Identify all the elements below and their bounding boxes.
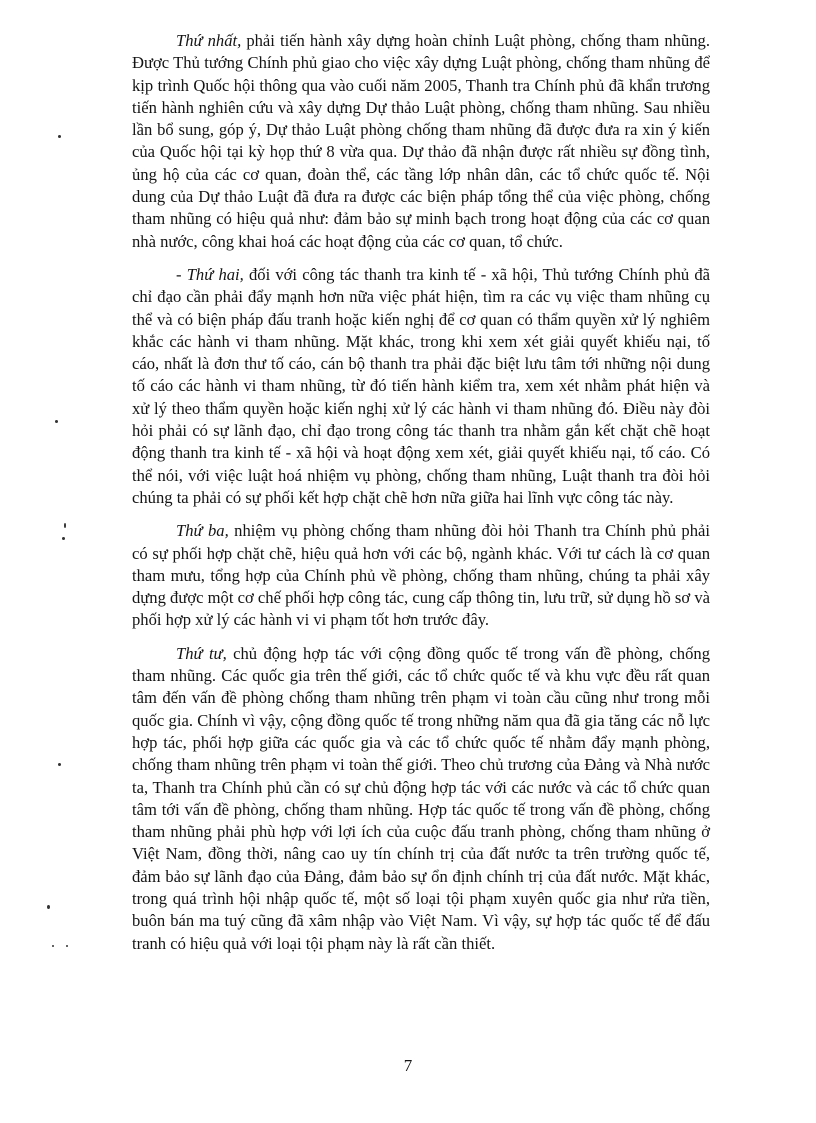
paragraph-thu-tu: [132, 643, 710, 955]
page-number: 7: [403, 1056, 413, 1075]
paragraph-lead: Thứ tư,: [176, 643, 227, 663]
scan-speck: [58, 135, 61, 138]
paragraph-text: phải tiến hành xây dựng hoàn chỉnh Luật phòng, chống tham nhũng. Được Thủ tướng Chính phủ giao cho việc xây dựng Luật phòng, chống tham nhũng để kịp trình Quốc hội thông qua vào cuối năm 2005, Thanh tra Chính phủ đã khẩn trương tiến hành nghiên cứu và xây dựng Dự thảo Luật phòng, chống tham nhũng. Sau nhiều lần bổ sung, góp ý, Dự thảo Luật phòng chống tham nhũng đã được đưa ra xin ý kiến của Quốc hội tại kỳ họp thứ 8 vừa qua. Dự thảo đã nhận được rất nhiều sự đồng tình, ủng hộ của các cơ quan, đoàn thể, các tầng lớp nhân dân, các tổ chức quốc tế. Nội dung của Dự thảo Luật đã đưa ra được các biện pháp tổng thể của việc phòng, chống tham nhũng có hiệu quả như: đảm bảo sự minh bạch trong hoạt động của các cơ quan nhà nước, công khai hoá các hoạt động của các cơ quan, tổ chức.: [132, 31, 710, 251]
paragraph-thu-ba: [132, 520, 710, 631]
scan-speck: [55, 420, 58, 423]
scan-speck: [52, 945, 54, 947]
paragraph-lead: Thứ nhất,: [176, 31, 242, 50]
document-body: [132, 30, 710, 966]
paragraph-text: chủ động hợp tác với cộng đồng quốc tế trong vấn đề phòng, chống tham nhũng. Các quốc gia trên thế giới, các tổ chức quốc tế và khu vực đều rất quan tâm đến vấn đề phòng chống tham nhũng trên phạm vi toàn cầu cũng như trong mỗi quốc gia. Chính vì vậy, cộng đồng quốc tế trong những năm qua đã gia tăng các nỗ lực hợp tác, phối hợp giữa các quốc gia và các tổ chức quốc tế nhằm đẩy mạnh phòng, chống tham nhũng trên phạm vi toàn thế giới. Theo chủ trương của Đảng và Nhà nước ta, Thanh tra Chính phủ cần có sự chủ động hợp tác với các nước và các tổ chức quan tâm tới vấn đề phòng, chống tham nhũng. Hợp tác quốc tế trong vấn đề phòng, chống tham nhũng phải phù hợp với lợi ích của cuộc đấu tranh phòng, chống tham nhũng ở Việt Nam, đồng thời, nâng cao uy tín chính trị của đất nước ta trên trường quốc tế, đảm bảo sự lãnh đạo của Đảng, đảm bảo sự ổn định chính trị của đất nước. Mặt khác, trong quá trình hội nhập quốc tế, một số loại tội phạm xuyên quốc gia như rửa tiền, buôn bán ma tuý cũng đã xâm nhập vào Việt Nam. Vì vậy, sự hợp tác quốc tế để đấu tranh có hiệu quả với loại tội phạm này là rất cần thiết.: [132, 643, 710, 953]
scan-speck: [62, 537, 65, 540]
scan-speck: [66, 945, 68, 947]
paragraph-thu-hai: [132, 264, 710, 509]
scan-speck: [47, 905, 50, 909]
scan-speck: [58, 763, 61, 766]
paragraph-text: đối với công tác thanh tra kinh tế - xã hội, Thủ tướng Chính phủ đã chỉ đạo cần phải đẩy mạnh hơn nữa việc phát hiện, tìm ra các vụ việc tham nhũng cụ thể và có biện pháp đấu tranh hoặc kiến nghị để cơ quan có thẩm quyền xử lý nghiêm khắc các hành vi tham nhũng. Mặt khác, trong khi xem xét giải quyết khiếu nại, tố cáo, nhất là đơn thư tố cáo, cán bộ thanh tra phải đặc biệt lưu tâm tới những nội dung tố cáo các hành vi tham nhũng, từ đó tiến hành kiểm tra, xem xét nhằm phát hiện và xử lý theo thẩm quyền hoặc kiến nghị xử lý các hành vi tham nhũng đó. Điều này đòi hỏi phải có sự lãnh đạo, chỉ đạo trong công tác thanh tra nhằm gắn kết chặt chẽ hoạt động thanh tra kinh tế - xã hội và hoạt động xem xét, giải quyết khiếu nại, tố cáo. Có thể nói, với việc luật hoá nhiệm vụ phòng, chống tham nhũng, Luật thanh tra đòi hỏi chúng ta phải có sự phối kết hợp chặt chẽ hơn nữa giữa hai lĩnh vực công tác này.: [132, 264, 710, 507]
paragraph-text: nhiệm vụ phòng chống tham nhũng đòi hỏi Thanh tra Chính phủ phải có sự phối hợp chặt chẽ, hiệu quả hơn với các bộ, ngành khác. Với tư cách là cơ quan tham mưu, tổng hợp của Chính phủ về phòng, chống tham nhũng, chúng ta phải xây dựng được một cơ chế phối hợp công tác, cung cấp thông tin, lưu trữ, sử dụng hồ sơ và phối hợp xử lý các hành vi vi phạm tốt hơn trước đây.: [132, 521, 711, 630]
paragraph-lead: - Thứ hai,: [176, 264, 244, 284]
paragraph-thu-nhat: [132, 30, 710, 253]
scan-speck: [64, 523, 66, 528]
paragraph-lead: Thứ ba,: [176, 521, 229, 541]
